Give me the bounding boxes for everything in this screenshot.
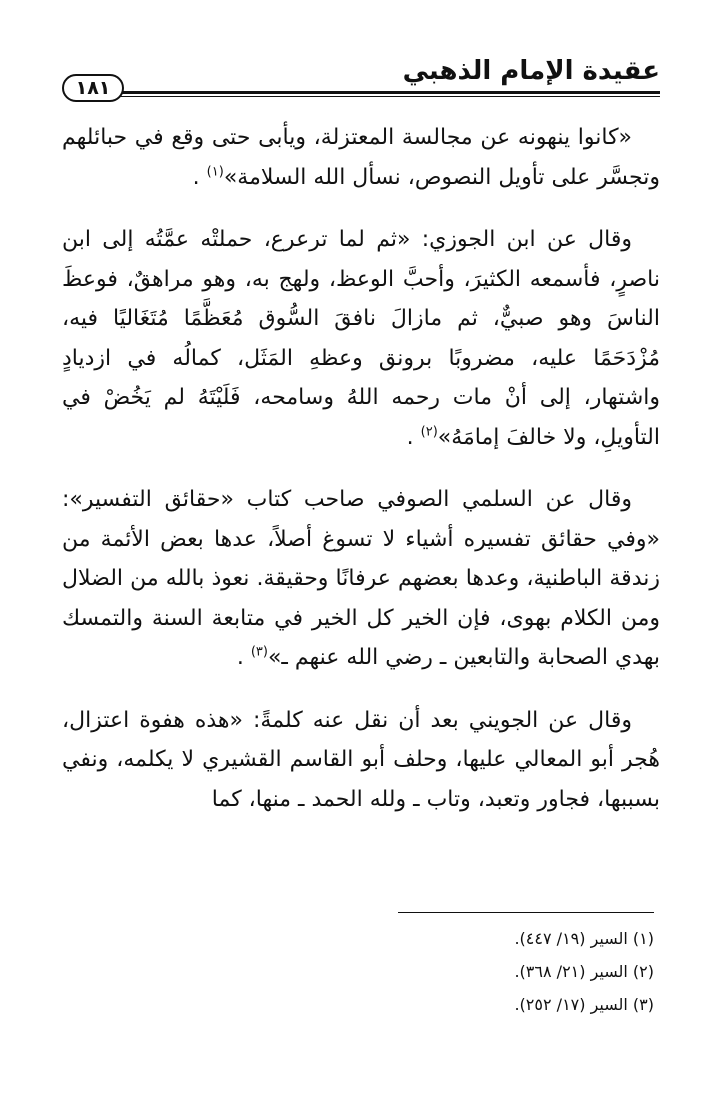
paragraph-text: . (192, 164, 207, 190)
footnote-separator (398, 912, 654, 913)
paragraph-text: وقال عن الجويني بعد أن نقل عنه كلمةً: «هذه هفوة اعتزال، هُجر أبو المعالي عليها، وحلف أبو القاسم القشيري لا يكلمه، ونفي بسببها، فجاور وتعبد، وتاب ـ ولله الحمد ـ منها، كما (62, 707, 660, 812)
footnote: (٢) السير (٢١/ ٣٦٨). (514, 962, 654, 981)
paragraph-text: «كانوا ينهونه عن مجالسة المعتزلة، ويأبى حتى وقع في حبائلهم وتجسَّر على تأويل النصوص، نسأل الله السلامة» (62, 125, 660, 190)
footnote: (٣) السير (١٧/ ٢٥٢). (514, 995, 654, 1014)
header-rule (108, 91, 660, 94)
paragraph (62, 118, 660, 197)
paragraph-text: . (406, 424, 421, 450)
paragraph (62, 480, 660, 678)
paragraph-text: وقال عن السلمي الصوفي صاحب كتاب «حقائق التفسير»: «وفي حقائق تفسيره أشياء لا تسوغ أصلاً، عدها بعض الأئمة من زندقة الباطنية، وعدها بعضهم عرفانًا وحقيقة. نعوذ بالله من الضلال ومن الكلام بهوى، فإن الخير كل الخير في متابعة السنة والتمسك بهدي الصحابة والتابعين ـ رضي الله عنهم ـ» (62, 487, 660, 670)
page-number: ١٨١ (62, 74, 124, 102)
footnote-reference: (٣) (250, 644, 268, 660)
paragraph (62, 701, 660, 820)
running-title: عقيدة الإمام الذهبي (402, 56, 660, 86)
footnote-reference: (٢) (420, 424, 438, 440)
header-rule-thin (108, 96, 660, 97)
footnote-reference: (١) (206, 164, 224, 180)
paragraph-text: وقال عن ابن الجوزي: «ثم لما ترعرع، حملتْه عمَّتُه إلى ابن ناصرٍ، فأسمعه الكثيرَ، وأحبَّ الوعظ، ولهج به، وهو مراهقٌ، فوعظَ الناسَ وهو صبيٌّ، ثم مازالَ نافقَ السُّوق مُعَظَّمًا مُتَغَاليًا فيه، مُزْدَحَمًا عليه، مضروبًا برونق وعظهِ المَثَل، كمالُه في ازديادٍ واشتهار، إلى أنْ مات رحمه اللهُ وسامحه، فَلَيْتَهُ لم يَخُضْ في التأويلِ، ولا خالفَ إمامَهُ» (62, 227, 660, 450)
main-text (62, 118, 660, 842)
running-header (62, 50, 660, 100)
paragraph (62, 220, 660, 457)
footnote: (١) السير (١٩/ ٤٤٧). (514, 929, 654, 948)
footnotes (250, 922, 654, 1021)
paragraph-text: . (236, 645, 251, 670)
